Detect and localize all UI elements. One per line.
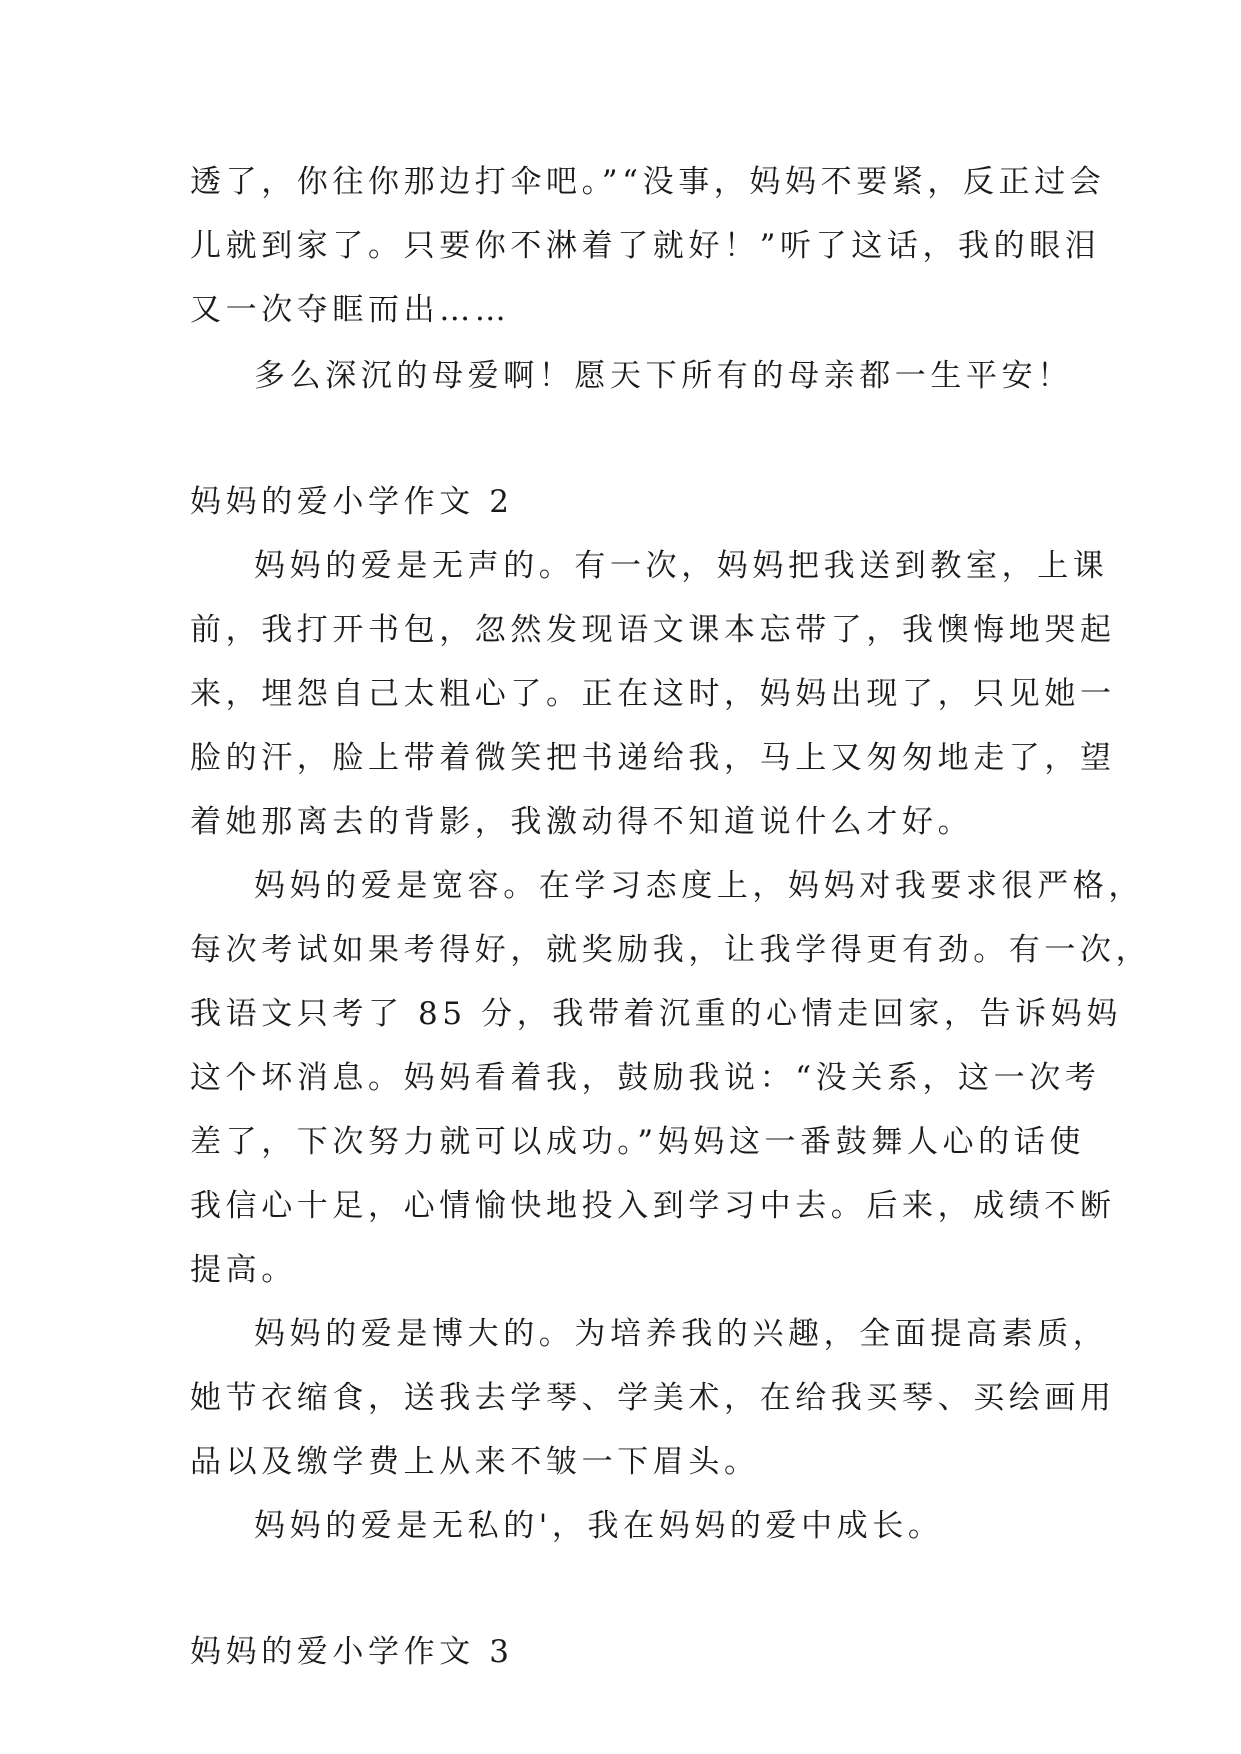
paragraph-line: 妈妈的爱是宽容。在学习态度上，妈妈对我要求很严格， (254, 868, 1144, 904)
paragraph-line: 妈妈的爱是博大的。为培养我的兴趣，全面提高素质， (254, 1316, 1109, 1352)
section-heading: 妈妈的爱小学作文 3 (190, 1634, 514, 1670)
paragraph-line: 我信心十足，心情愉快地投入到学习中去。后来，成绩不断 (190, 1188, 1116, 1224)
paragraph-line: 妈妈的爱是无私的'，我在妈妈的爱中成长。 (254, 1508, 944, 1544)
paragraph-line: 儿就到家了。只要你不淋着了就好！”听了这话，我的眼泪 (190, 228, 1101, 264)
paragraph-line: 前，我打开书包，忽然发现语文课本忘带了，我懊悔地哭起 (190, 612, 1116, 648)
paragraph-line: 提高。 (190, 1252, 297, 1288)
section-heading: 妈妈的爱小学作文 2 (190, 484, 514, 520)
paragraph-line: 透了，你往你那边打伞吧。”“没事，妈妈不要紧，反正过会 (190, 164, 1106, 200)
paragraph-line: 妈妈的爱是无声的。有一次，妈妈把我送到教室，上课 (254, 548, 1109, 584)
paragraph-line: 每次考试如果考得好，就奖励我，让我学得更有劲。有一次， (190, 932, 1152, 968)
paragraph-line: 来，埋怨自己太粗心了。正在这时，妈妈出现了，只见她一 (190, 676, 1116, 712)
paragraph-line: 我语文只考了 85 分，我带着沉重的心情走回家，告诉妈妈 (190, 996, 1122, 1032)
paragraph-line: 脸的汗，脸上带着微笑把书递给我，马上又匆匆地走了，望 (190, 740, 1116, 776)
paragraph-line: 着她那离去的背影，我激动得不知道说什么才好。 (190, 804, 974, 840)
paragraph-line: 多么深沉的母爱啊！愿天下所有的母亲都一生平安！ (254, 358, 1073, 394)
paragraph-line: 又一次夺眶而出…… (190, 292, 511, 328)
paragraph-line: 品以及缴学费上从来不皱一下眉头。 (190, 1444, 760, 1480)
document-page (190, 0, 1152, 1754)
paragraph-line: 这个坏消息。妈妈看着我，鼓励我说：“没关系，这一次考 (190, 1060, 1101, 1096)
paragraph-line: 她节衣缩食，送我去学琴、学美术，在给我买琴、买绘画用 (190, 1380, 1116, 1416)
paragraph-line: 差了，下次努力就可以成功。”妈妈这一番鼓舞人心的话使 (190, 1124, 1085, 1160)
